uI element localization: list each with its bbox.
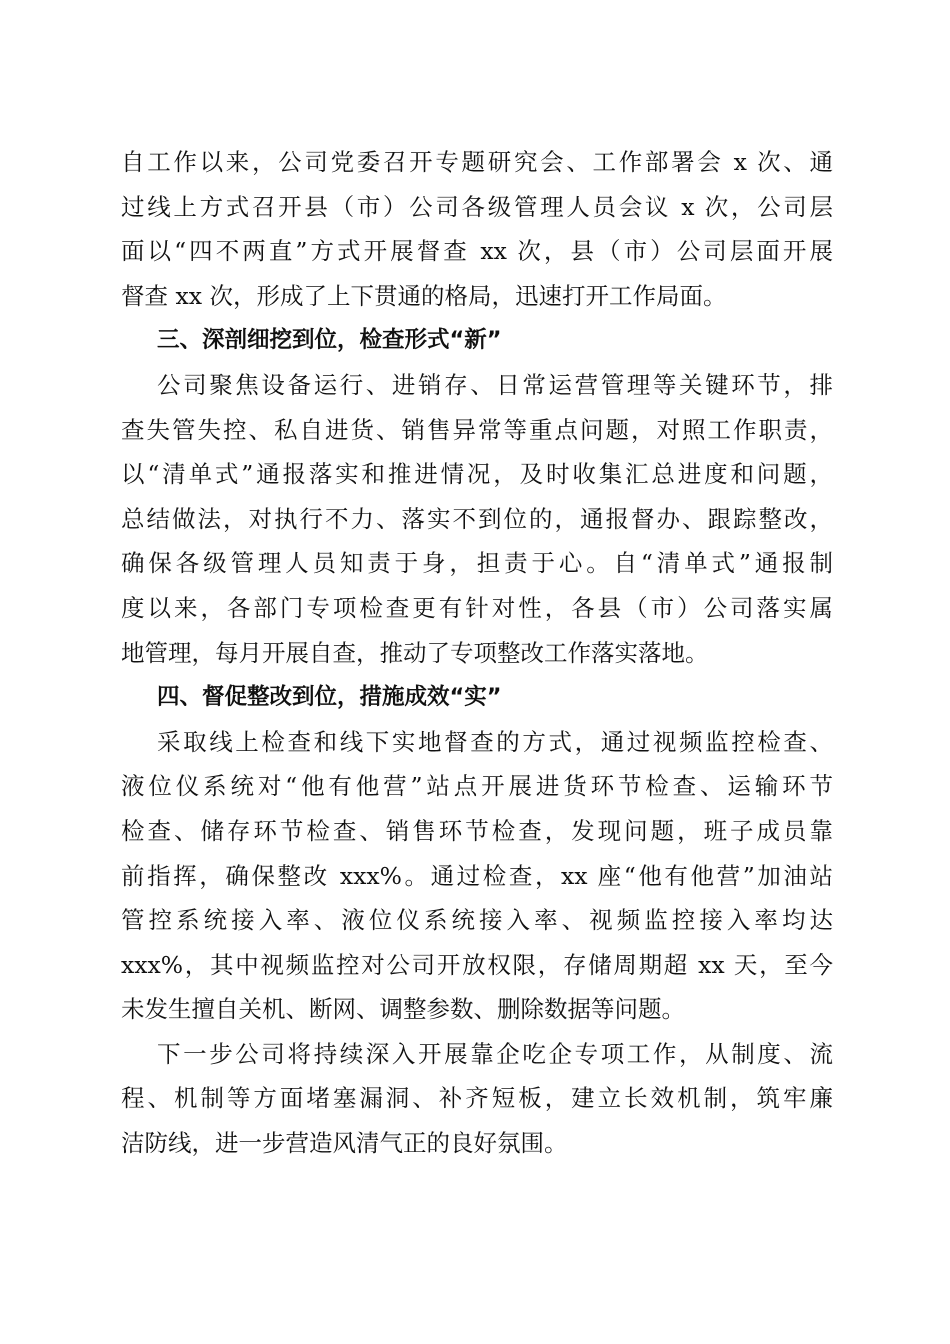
paragraph-2-line-3: 以“清单式”通报落实和推进情况，及时收集汇总进度和问题，	[121, 460, 833, 489]
paragraph-1-line-1: 自工作以来，公司党委召开专题研究会、工作部署会 x 次、通	[121, 148, 833, 176]
paragraph-3-line-3: 检查、储存环节检查、销售环节检查，发现问题，班子成员靠	[121, 816, 833, 845]
paragraph-1-line-4: 督查 xx 次，形成了上下贯通的格局，迅速打开工作局面。	[121, 281, 727, 310]
paragraph-3-line-5: 管控系统接入率、液位仪系统接入率、视频监控接入率均达	[121, 906, 833, 935]
paragraph-4-line-2: 程、机制等方面堵塞漏洞、补齐短板，建立长效机制，筑牢廉	[121, 1084, 833, 1113]
section-3-heading: 三、深剖细挖到位，检查形式“新”	[157, 327, 502, 354]
paragraph-3-line-1: 采取线上检查和线下实地督查的方式，通过视频监控检查、	[157, 727, 833, 756]
paragraph-2-line-5: 确保各级管理人员知责于身，担责于心。自“清单式”通报制	[121, 549, 833, 578]
paragraph-3-line-7: 未发生擅自关机、断网、调整参数、删除数据等问题。	[121, 995, 685, 1024]
paragraph-2-line-7: 地管理，每月开展自查，推动了专项整改工作落实落地。	[121, 638, 709, 667]
paragraph-4-line-3: 洁防线，进一步营造风清气正的良好氛围。	[121, 1129, 568, 1158]
paragraph-1-line-2: 过线上方式召开县（市）公司各级管理人员会议 x 次，公司层	[121, 192, 833, 221]
paragraph-1-line-3: 面以“四不两直”方式开展督查 xx 次，县（市）公司层面开展	[121, 237, 833, 266]
paragraph-2-line-4: 总结做法，对执行不力、落实不到位的，通报督办、跟踪整改，	[121, 504, 833, 533]
document-page	[121, 140, 833, 1166]
paragraph-2-line-6: 度以来，各部门专项检查更有针对性，各县（市）公司落实属	[121, 593, 833, 622]
section-4-heading: 四、督促整改到位，措施成效“实”	[157, 684, 502, 711]
paragraph-4-line-1: 下一步公司将持续深入开展靠企吃企专项工作，从制度、流	[157, 1039, 833, 1068]
paragraph-2-line-2: 查失管失控、私自进货、销售异常等重点问题，对照工作职责，	[121, 415, 833, 444]
paragraph-3-line-4: 前指挥，确保整改 xxx%。通过检查，xx 座“他有他营”加油站	[121, 861, 833, 890]
paragraph-3-line-6: xxx%，其中视频监控对公司开放权限，存储周期超 xx 天，至今	[121, 950, 833, 979]
paragraph-2-line-1: 公司聚焦设备运行、进销存、日常运营管理等关键环节，排	[157, 370, 833, 399]
paragraph-3-line-2: 液位仪系统对“他有他营”站点开展进货环节检查、运输环节	[121, 772, 833, 801]
